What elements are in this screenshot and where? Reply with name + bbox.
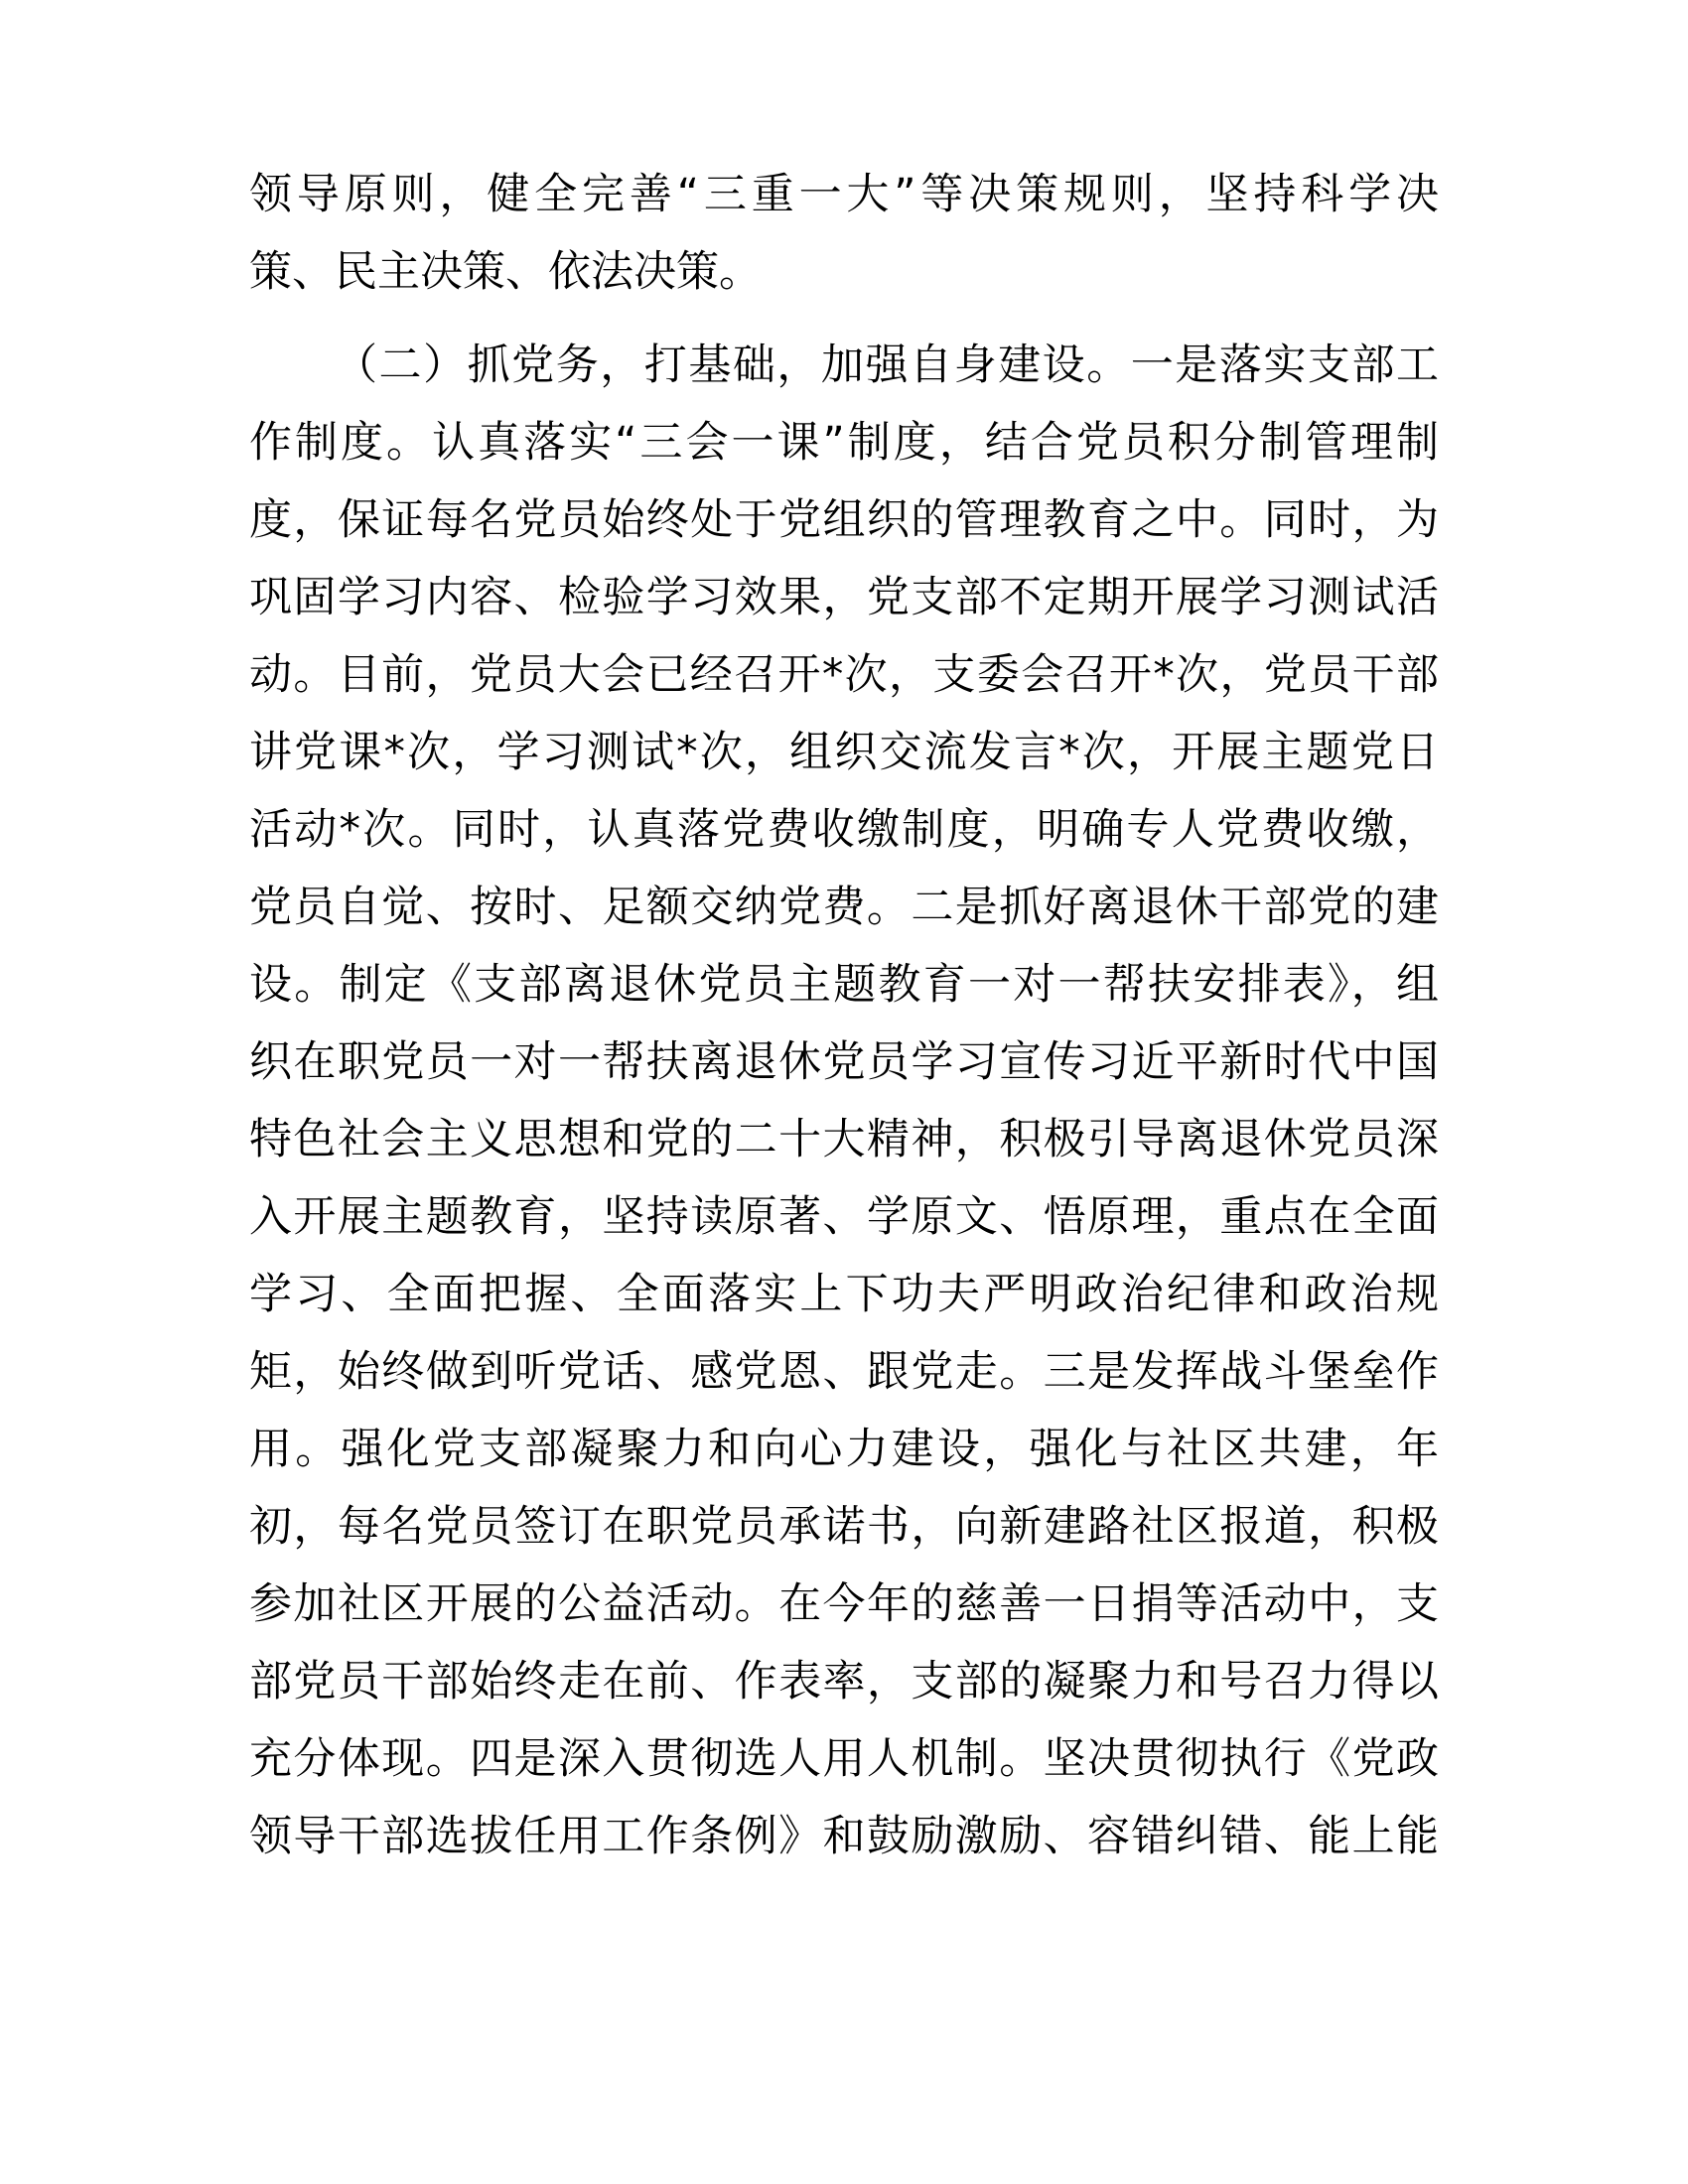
paragraph-2-line-2: 作制度。认真落实“三会一课”制度，结合党员积分制管理制 [249,418,1439,468]
paragraph-2-line-10: 织在职党员一对一帮扶离退休党员学习宣传习近平新时代中国 [249,1037,1439,1087]
paragraph-2-line-11: 特色社会主义思想和党的二十大精神，积极引导离退休党员深 [249,1115,1439,1164]
paragraph-2-line-14: 矩，始终做到听党话、感党恩、跟党走。三是发挥战斗堡垒作 [249,1347,1439,1397]
paragraph-2-line-6: 讲党课*次，学习测试*次，组织交流发言*次，开展主题党日 [249,728,1439,777]
paragraph-2-line-4: 巩固学习内容、检验学习效果，党支部不定期开展学习测试活 [249,573,1439,622]
paragraph-2-line-13: 学习、全面把握、全面落实上下功夫严明政治纪律和政治规 [249,1270,1439,1319]
paragraph-2-line-17: 参加社区开展的公益活动。在今年的慈善一日捐等活动中，支 [249,1579,1439,1629]
paragraph-2-line-7: 活动*次。同时，认真落党费收缴制度，明确专人党费收缴， [249,805,1439,855]
paragraph-2-line-9: 设。制定《支部离退休党员主题教育一对一帮扶安排表》，组 [249,960,1439,1010]
paragraph-1-line-1: 领导原则，健全完善“三重一大”等决策规则，坚持科学决 [249,170,1439,219]
paragraph-2-line-3: 度，保证每名党员始终处于党组织的管理教育之中。同时，为 [249,495,1439,545]
paragraph-2-line-20: 领导干部选拔任用工作条例》和鼓励激励、容错纠错、能上能 [249,1812,1439,1861]
paragraph-2-line-16: 初，每名党员签订在职党员承诺书，向新建路社区报道，积极 [249,1502,1439,1552]
paragraph-2-line-8: 党员自觉、按时、足额交纳党费。二是抓好离退休干部党的建 [249,883,1439,932]
paragraph-2-line-18: 部党员干部始终走在前、作表率，支部的凝聚力和号召力得以 [249,1657,1439,1706]
paragraph-2-line-15: 用。强化党支部凝聚力和向心力建设，强化与社区共建，年 [249,1425,1439,1474]
paragraph-2-line-1: （二）抓党务，打基础，加强自身建设。一是落实支部工 [335,341,1439,390]
paragraph-1-line-2: 策、民主决策、依法决策。 [249,247,762,297]
paragraph-2-line-19: 充分体现。四是深入贯彻选人用人机制。坚决贯彻执行《党政 [249,1734,1439,1784]
paragraph-2-line-5: 动。目前，党员大会已经召开*次，支委会召开*次，党员干部 [249,650,1439,700]
paragraph-2-line-12: 入开展主题教育，坚持读原著、学原文、悟原理，重点在全面 [249,1192,1439,1242]
